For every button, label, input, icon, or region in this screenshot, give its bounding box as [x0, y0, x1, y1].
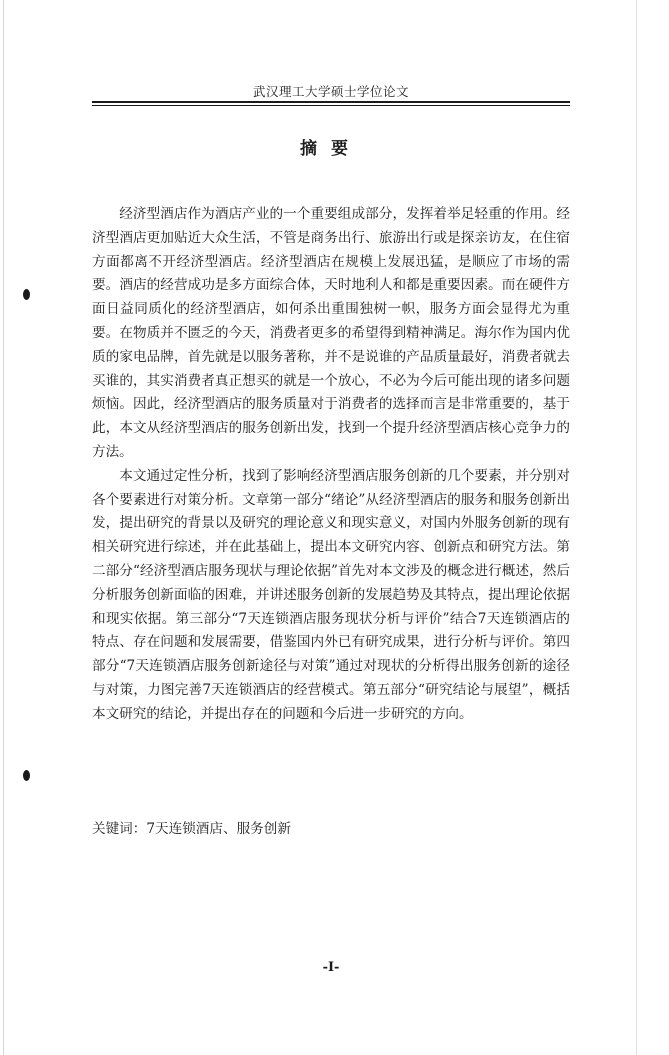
- binding-hole-mark: [23, 770, 30, 781]
- running-header: 武汉理工大学硕士学位论文: [252, 84, 409, 99]
- binding-hole-mark: [23, 289, 30, 300]
- scan-edge-right: [636, 0, 637, 1055]
- scan-edge-left: [3, 0, 4, 1055]
- header-rule-thin: [92, 105, 570, 106]
- abstract-paragraph-1: 经济型酒店作为酒店产业的一个重要组成部分，发挥着举足轻重的作用。经济型酒店更加贴近大众生活，不管是商务出行、旅游出行或是探亲访友，在住宿方面都离不开经济型酒店。经济型酒店在规模上发展迅猛，是顺应了市场的需要。酒店的经营成功是多方面综合体，天时地利人和都是重要因素。而在硬件方面日益同质化的经济型酒店，如何杀出重围独树一帜，服务方面会显得尤为重要。在物质并不匮乏的今天，消费者更多的希望得到精神满足。海尔作为国内优质的家电品牌，首先就是以服务著称，并不是说谁的产品质量最好，消费者就去买谁的，其实消费者真正想买的就是一个放心，不必为今后可能出现的诸多问题烦恼。因此，经济型酒店的服务质量对于消费者的选择而言是非常重要的，基于此，本文从经济型酒店的服务创新出发，找到一个提升经济型酒店核心竞争力的方法。: [92, 206, 570, 460]
- page-number: -I-: [322, 960, 340, 975]
- abstract-body: [92, 203, 570, 727]
- header-rule-thick: [92, 101, 570, 103]
- keywords-line: 关键词：7天连锁酒店、服务创新: [92, 821, 291, 837]
- abstract-title: 摘要: [300, 139, 362, 159]
- abstract-paragraph-2: 本文通过定性分析，找到了影响经济型酒店服务创新的几个要素，并分别对各个要素进行对策分析。文章第一部分“绪论”从经济型酒店的服务和服务创新出发，提出研究的背景以及研究的理论意义和现实意义，对国内外服务创新的现有相关研究进行综述，并在此基础上，提出本文研究内容、创新点和研究方法。第二部分“经济型酒店服务现状与理论依据”首先对本文涉及的概念进行概述，然后分析服务创新面临的困难，并讲述服务创新的发展趋势及其特点，提出理论依据和现实依据。第三部分“7天连锁酒店服务现状分析与评价”结合7天连锁酒店的特点、存在问题和发展需要，借鉴国内外已有研究成果，进行分析与评价。第四部分“7天连锁酒店服务创新途径与对策”通过对现状的分析得出服务创新的途径与对策，力图完善7天连锁酒店的经营模式。第五部分“研究结论与展望”，概括本文研究的结论，并提出存在的问题和今后进一步研究的方向。: [92, 467, 570, 722]
